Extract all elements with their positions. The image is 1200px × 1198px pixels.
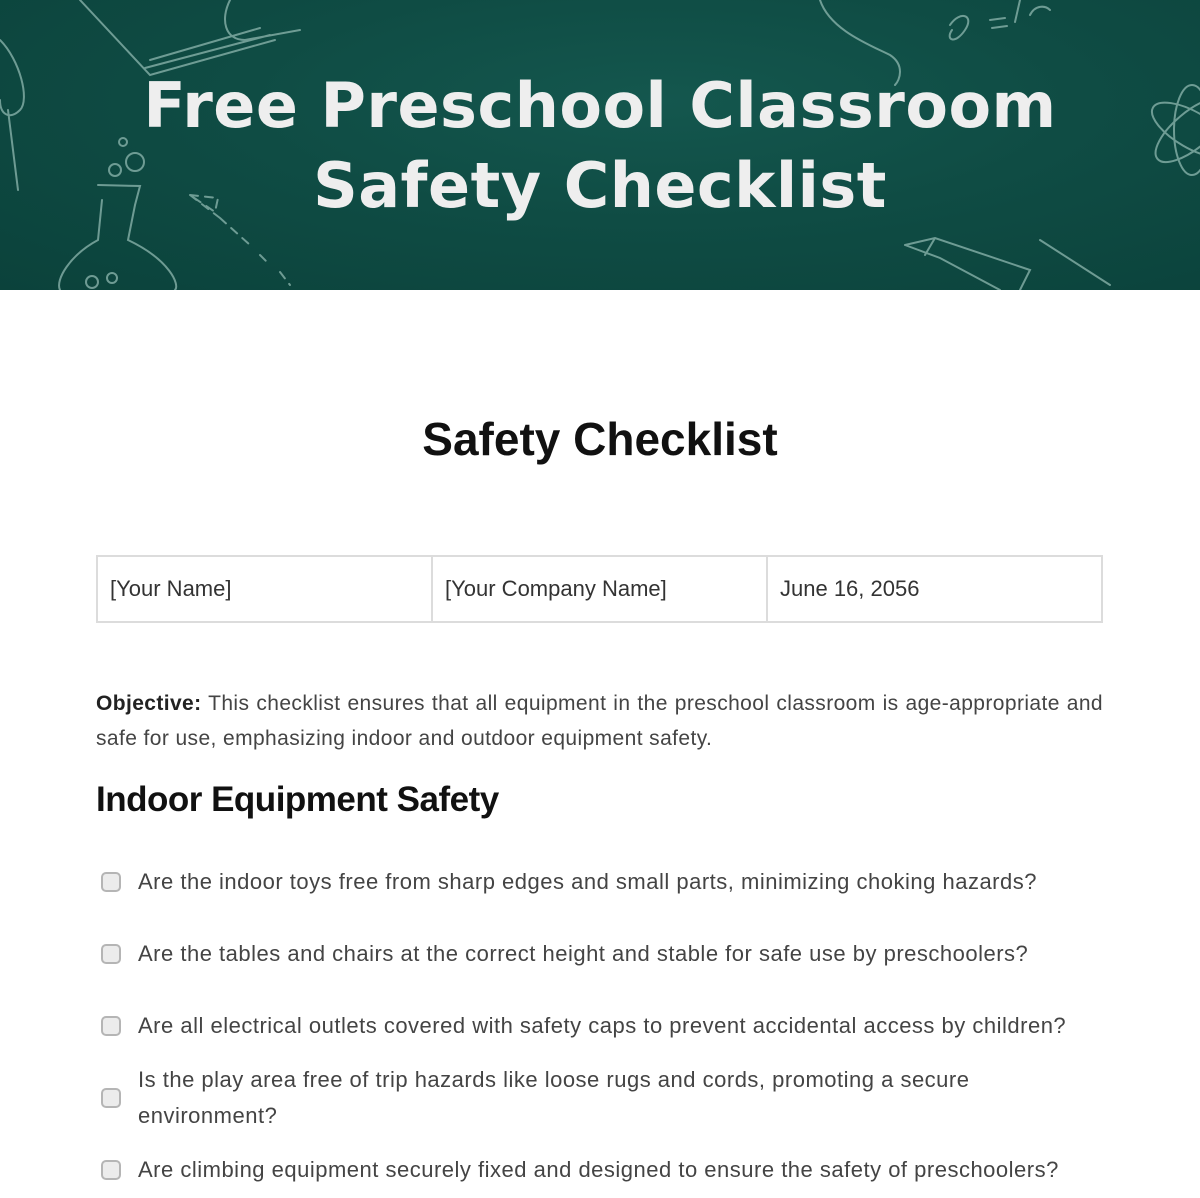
checklist-item [96, 1062, 1103, 1134]
section-title: Safety Checklist [422, 413, 778, 465]
checkbox[interactable] [101, 1088, 121, 1108]
checklist-item-text: Are the tables and chairs at the correct height and stable for safe use by preschoolers? [138, 941, 1029, 966]
checklist-item [96, 846, 1103, 918]
checklist-item [96, 1134, 1103, 1198]
checkbox[interactable] [101, 944, 121, 964]
objective-label: Objective: [96, 692, 202, 715]
checklist-item [96, 918, 1103, 990]
banner-title-line-1: Free Preschool Classroom [143, 69, 1057, 142]
header-banner [0, 0, 1200, 290]
banner-title-line-2: Safety Checklist [313, 149, 887, 222]
checkbox[interactable] [101, 872, 121, 892]
banner-title [0, 66, 1200, 226]
checkbox[interactable] [101, 1160, 121, 1180]
checklist-item [96, 990, 1103, 1062]
objective-text: This checklist ensures that all equipment in the preschool classroom is age-appropriate and safe for use, emphasizing indoor and outdoor equipment safety. [96, 692, 1103, 750]
name-field[interactable]: [Your Name] [98, 557, 433, 621]
checklist-item-text: Are climbing equipment securely fixed and designed to ensure the safety of preschoolers? [138, 1157, 1059, 1182]
checklist-item-text: Are the indoor toys free from sharp edges and small parts, minimizing choking hazards? [138, 869, 1037, 894]
date-field[interactable]: June 16, 2056 [780, 576, 920, 601]
indoor-equipment-heading: Indoor Equipment Safety [96, 780, 499, 819]
checklist-item-text: Are all electrical outlets covered with safety caps to prevent accidental access by children? [138, 1013, 1067, 1038]
indoor-checklist [96, 846, 1103, 1198]
company-name-field[interactable]: [Your Company Name] [433, 557, 768, 621]
info-table [96, 555, 1103, 623]
checkbox[interactable] [101, 1016, 121, 1036]
checklist-item-text: Is the play area free of trip hazards like loose rugs and cords, promoting a secure environment? [138, 1067, 970, 1128]
objective-paragraph [96, 686, 1103, 756]
